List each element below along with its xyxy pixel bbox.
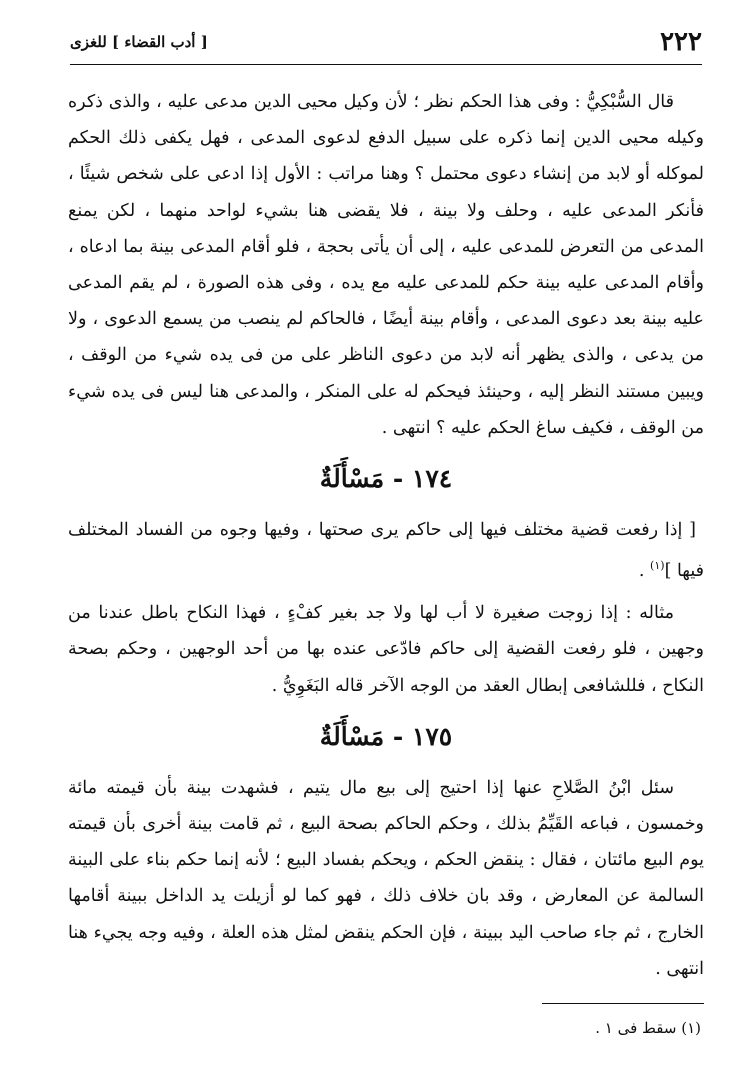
heading-174: ١٧٤ - مَسْأَلَةٌ bbox=[319, 464, 453, 494]
section-173-paragraph: قال السُّبْكِيُّ : وفى هذا الحكم نظر ؛ لأن وكيل محيى الدين مدعى عليه ، والذى ذكره وكيله محيى الدين إنما ذكره على سبيل الدفع لدعوى المدعى ، فهل يكفى ذلك الحكم لموكله أو لابد من إنشاء دعوى محتمل ؟ وهنا مراتب : الأول إذا ادعى على شخص شيئًا ، فأنكر المدعى عليه ، وحلف ولا بينة ، فلا يقضى هنا بشيء لواحد منهما ، لكن يمنع المدعى من التعرض للمدعى عليه ، إلى أن يأتى بحجة ، فلو أقام المدعى بينة بما ادعاه ، وأقام المدعى عليه بينة حكم للمدعى عليه مع يده ، وفى هذه الصورة ، لم يقم المدعى عليه بينة بعد دعوى المدعى ، وأقام بينة أيضًا ، فالحاكم لم ينصب من يسمع الدعوى ، ولا من يدعى ، والذى يظهر أنه لابد من دعوى الناظر على من فى يده شيء من الوقف ، ويبين مستند النظر إليه ، وحينئذ فيحكم له على المنكر ، والمدعى هنا ليس فى يده شيء من الوقف ، فكيف ساغ الحكم عليه ؟ انتهى . bbox=[68, 92, 704, 438]
section-174-note-text: [ إذا رفعت قضية مختلف فيها إلى حاكم يرى صحتها ، وفيها وجوه من الفساد المختلف فيها ] bbox=[68, 520, 704, 582]
section-175-paragraph: سئل ابْنُ الصَّلاحِ عنها إذا احتيج إلى بيع مال يتيم ، فشهدت بينة بأن قيمته مائة وخمسون ، فباعه القَيِّمُ بذلك ، وحكم الحاكم بصحة البيع ، ثم قامت بينة أخرى بأن قيمته يوم البيع مائتان ، فقال : ينقض الحكم ، ويحكم بفساد البيع ؛ لأنه إنما حكم بناء على البينة السالمة عن المعارض ، وقد بان خلاف ذلك ، فهو كما لو أزيلت يد الداخل ببينة أقامها الخارج ، ثم جاء صاحب اليد ببينة ، فإن الحكم ينقض لمثل هذه العلة ، وفيه وجه يجيء هنا انتهى . bbox=[68, 777, 704, 979]
page-body bbox=[68, 84, 704, 987]
footnote: (١) سقط فى ١ . bbox=[595, 1019, 701, 1037]
footnote-marker[interactable]: (١) bbox=[650, 559, 665, 573]
section-174-title-note bbox=[68, 512, 704, 589]
heading-175: ١٧٥ - مَسْأَلَةٌ bbox=[319, 721, 453, 751]
section-174-paragraph: مثاله : إذا زوجت صغيرة لا أب لها ولا جد بغير كفْءٍ ، فهذا النكاح باطل عندنا من وجهين ، فلو رفعت القضية إلى حاكم فادّعى عنده بها من أحد الوجهين ، وحكم بصحة النكاح ، فللشافعى إبطال العقد من الوجه الآخر قاله البَغَوِيُّ . bbox=[68, 603, 704, 696]
section-174-note-end: . bbox=[638, 561, 651, 582]
footnote-rule bbox=[542, 1003, 704, 1004]
page-number: ٢٢٢ bbox=[660, 27, 702, 57]
page-header bbox=[70, 22, 702, 62]
running-head: [ أدب القضاء ] للغزى bbox=[70, 33, 208, 51]
header-rule bbox=[70, 64, 702, 65]
